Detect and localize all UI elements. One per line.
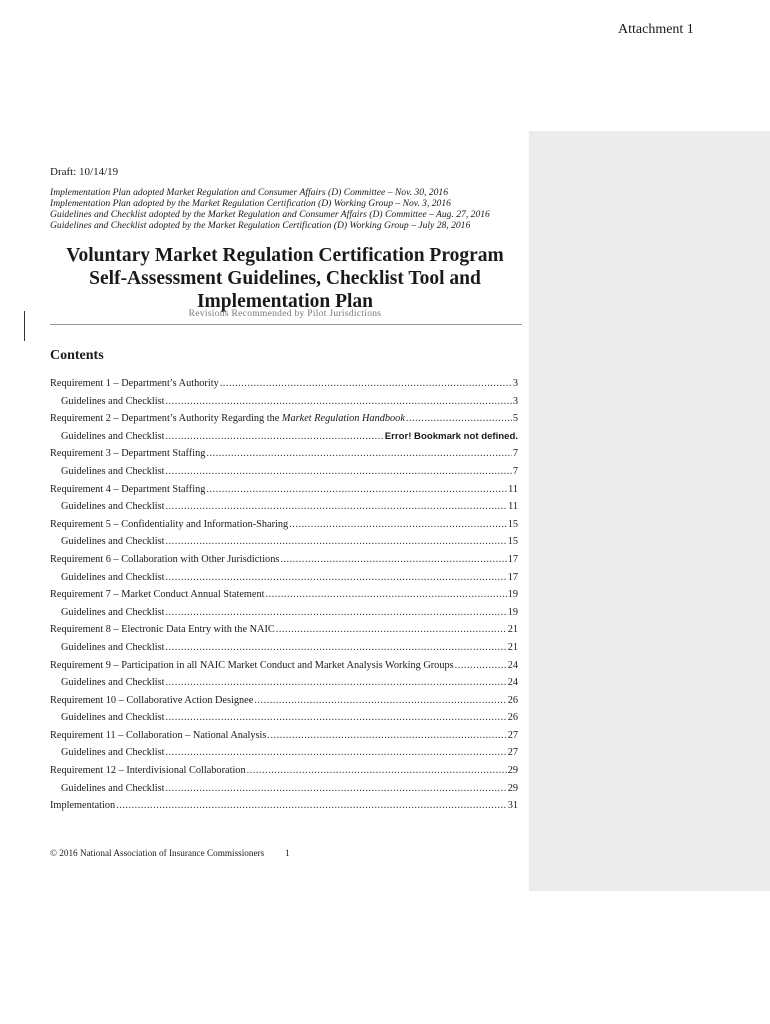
toc-dot-leader xyxy=(166,396,512,407)
toc-entry[interactable] xyxy=(50,800,518,818)
contents-heading: Contents xyxy=(50,348,104,363)
adoption-note: Implementation Plan adopted Market Regulation and Consumer Affairs (D) Committee – Nov. 30, 2016 xyxy=(50,187,449,198)
toc-entry-page: 26 xyxy=(507,712,518,724)
toc-entry-label: Requirement 7 – Market Conduct Annual Statement xyxy=(50,589,265,601)
toc-entry-page: 15 xyxy=(507,518,518,530)
toc-entry-label: Guidelines and Checklist xyxy=(61,395,165,407)
toc-entry-label: Guidelines and Checklist xyxy=(61,712,165,724)
toc-dot-leader xyxy=(166,466,512,477)
toc-entry-page: 27 xyxy=(507,729,518,741)
toc-entry-label: Requirement 3 – Department Staffing xyxy=(50,448,206,460)
toc-entry-page: 29 xyxy=(507,782,518,794)
toc-entry[interactable] xyxy=(50,519,518,537)
toc-entry-page: 27 xyxy=(507,747,518,759)
toc-dot-leader xyxy=(267,730,506,741)
toc-dot-leader xyxy=(116,800,507,811)
toc-entry[interactable] xyxy=(50,730,518,748)
toc-entry-page: 11 xyxy=(508,501,518,513)
toc-entry[interactable] xyxy=(50,431,518,449)
toc-entry[interactable] xyxy=(50,378,518,396)
toc-entry-label: Guidelines and Checklist xyxy=(61,536,165,548)
toc-entry[interactable] xyxy=(50,554,518,572)
adoption-note: Guidelines and Checklist adopted by the Market Regulation and Consumer Affairs (D) Committee – Aug. 27, 2016 xyxy=(50,209,490,220)
toc-entry-page: 17 xyxy=(507,553,518,565)
adoption-note: Implementation Plan adopted by the Market Regulation Certification (D) Working Group – Nov. 3, 2016 xyxy=(50,198,451,209)
toc-entry-label: Guidelines and Checklist xyxy=(61,606,165,618)
adoption-notes xyxy=(50,187,520,231)
toc-entry[interactable] xyxy=(50,589,518,607)
title-line: Self-Assessment Guidelines, Checklist Tool and xyxy=(89,268,481,289)
toc-entry[interactable] xyxy=(50,501,518,519)
document-title xyxy=(50,244,520,313)
toc-entry-page: 26 xyxy=(507,694,518,706)
toc-dot-leader xyxy=(455,660,507,671)
table-of-contents xyxy=(50,378,518,818)
toc-entry-page: 19 xyxy=(507,606,518,618)
toc-dot-leader xyxy=(406,413,512,424)
page-number: 1 xyxy=(285,848,290,858)
toc-entry-label: Guidelines and Checklist xyxy=(61,465,165,477)
toc-entry-page: 11 xyxy=(508,483,518,495)
toc-entry-label: Requirement 4 – Department Staffing xyxy=(50,483,206,495)
toc-entry[interactable] xyxy=(50,677,518,695)
toc-entry-label: Requirement 8 – Electronic Data Entry with the NAIC xyxy=(50,624,275,636)
toc-entry-label: Guidelines and Checklist xyxy=(61,782,165,794)
toc-entry-page: 21 xyxy=(507,624,518,636)
toc-entry-page: 19 xyxy=(507,589,518,601)
toc-entry-page: 24 xyxy=(507,659,518,671)
toc-entry[interactable] xyxy=(50,747,518,765)
toc-entry-label: Requirement 9 – Participation in all NAIC Market Conduct and Market Analysis Working Groups xyxy=(50,659,454,671)
toc-entry-page: 21 xyxy=(507,641,518,653)
toc-dot-leader xyxy=(166,607,507,618)
page-footer xyxy=(50,848,290,858)
toc-entry[interactable] xyxy=(50,783,518,801)
toc-entry[interactable] xyxy=(50,448,518,466)
toc-dot-leader xyxy=(276,624,507,635)
toc-entry-label: Guidelines and Checklist xyxy=(61,677,165,689)
toc-dot-leader xyxy=(206,484,507,495)
toc-entry-label: Guidelines and Checklist xyxy=(61,571,165,583)
toc-entry[interactable] xyxy=(50,765,518,783)
toc-entry[interactable] xyxy=(50,624,518,642)
comment-pane xyxy=(529,131,770,891)
toc-entry[interactable] xyxy=(50,642,518,660)
toc-entry-label: Guidelines and Checklist xyxy=(61,501,165,513)
toc-entry-page: 7 xyxy=(512,448,518,460)
toc-entry[interactable] xyxy=(50,536,518,554)
toc-entry[interactable] xyxy=(50,572,518,590)
toc-entry-label: Requirement 5 – Confidentiality and Information-Sharing xyxy=(50,518,289,530)
toc-entry-page: 7 xyxy=(512,465,518,477)
toc-entry[interactable] xyxy=(50,607,518,625)
toc-entry-label: Requirement 1 – Department’s Authority xyxy=(50,378,219,389)
toc-entry-label: Guidelines and Checklist xyxy=(61,641,165,653)
toc-dot-leader xyxy=(265,589,506,600)
toc-entry-page: 29 xyxy=(507,765,518,777)
toc-entry-label: Requirement 10 – Collaborative Action Designee xyxy=(50,694,254,706)
toc-entry-label: Implementation xyxy=(50,800,116,812)
toc-dot-leader xyxy=(166,642,507,653)
toc-entry-page: Error! Bookmark not defined. xyxy=(384,430,518,442)
toc-dot-leader xyxy=(166,747,507,758)
toc-entry-label: Requirement 12 – Interdivisional Collaboration xyxy=(50,765,246,777)
toc-entry[interactable] xyxy=(50,484,518,502)
toc-dot-leader xyxy=(166,677,507,688)
draft-date: Draft: 10/14/19 xyxy=(50,166,119,178)
toc-dot-leader xyxy=(166,431,384,442)
change-bar xyxy=(24,311,25,341)
toc-entry[interactable] xyxy=(50,466,518,484)
toc-dot-leader xyxy=(247,765,507,776)
toc-entry-page: 31 xyxy=(507,800,518,812)
toc-entry-label: Guidelines and Checklist xyxy=(61,430,165,442)
toc-dot-leader xyxy=(220,378,512,389)
document-subtitle: Revisions Recommended by Pilot Jurisdictions xyxy=(188,309,382,319)
toc-dot-leader xyxy=(280,554,506,565)
copyright-notice: © 2016 National Association of Insurance Commissioners xyxy=(50,848,265,858)
toc-entry-label: Guidelines and Checklist xyxy=(61,747,165,759)
toc-entry-label: Requirement 6 – Collaboration with Other Jurisdictions xyxy=(50,553,280,565)
toc-entry[interactable] xyxy=(50,712,518,730)
toc-entry[interactable] xyxy=(50,695,518,713)
toc-entry-label: Requirement 2 – Department’s Authority Regarding the Market Regulation Handbook xyxy=(50,413,405,425)
toc-dot-leader xyxy=(254,695,506,706)
toc-dot-leader xyxy=(166,712,507,723)
toc-entry-label: Requirement 11 – Collaboration – National Analysis xyxy=(50,729,267,741)
toc-dot-leader xyxy=(206,448,511,459)
title-line: Implementation Plan xyxy=(196,291,374,312)
toc-entry-page: 15 xyxy=(507,536,518,548)
toc-dot-leader xyxy=(289,519,506,530)
toc-dot-leader xyxy=(166,783,507,794)
toc-entry[interactable] xyxy=(50,396,518,414)
toc-entry-page: 3 xyxy=(512,378,518,389)
toc-dot-leader xyxy=(166,501,508,512)
title-rule xyxy=(50,324,522,325)
toc-entry[interactable] xyxy=(50,413,518,431)
toc-entry-page: 24 xyxy=(507,677,518,689)
toc-entry[interactable] xyxy=(50,660,518,678)
toc-entry-page: 5 xyxy=(512,413,518,425)
toc-entry-page: 17 xyxy=(507,571,518,583)
toc-entry-page: 3 xyxy=(512,395,518,407)
title-line: Voluntary Market Regulation Certification Program xyxy=(66,245,504,266)
adoption-note: Guidelines and Checklist adopted by the Market Regulation Certification (D) Working Group – July 28, 2016 xyxy=(50,220,471,231)
toc-dot-leader xyxy=(166,572,507,583)
toc-dot-leader xyxy=(166,536,507,547)
attachment-label: Attachment 1 xyxy=(618,22,694,37)
